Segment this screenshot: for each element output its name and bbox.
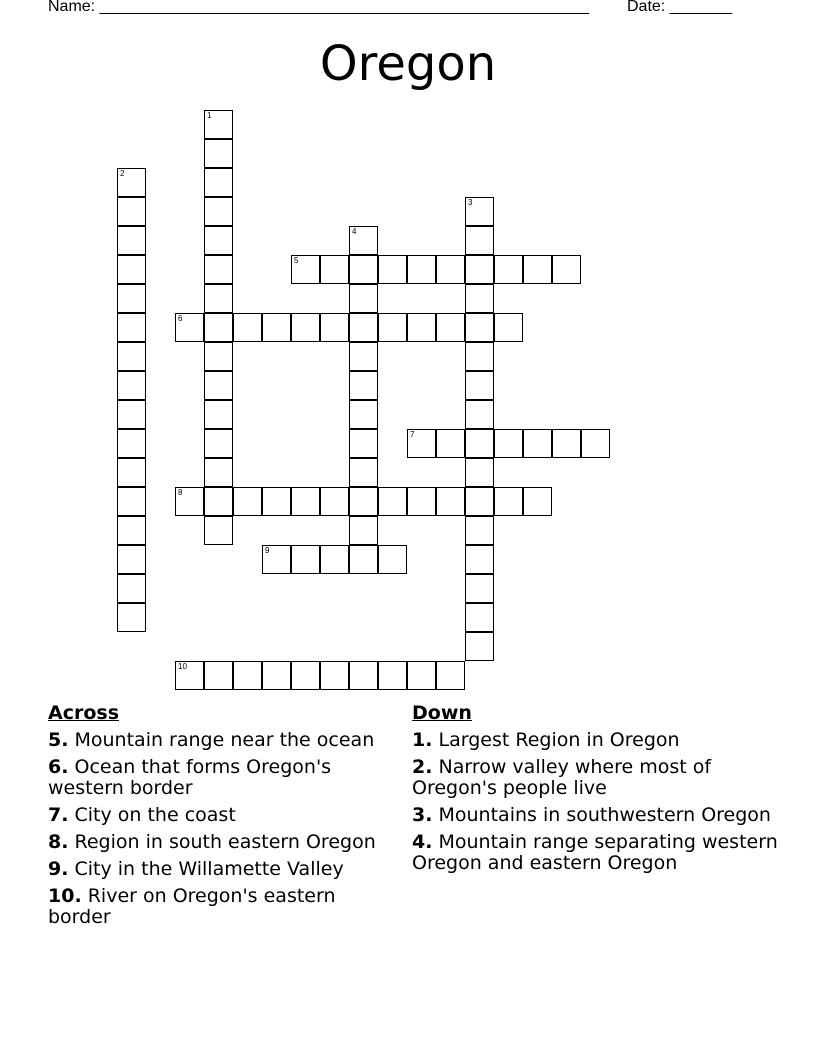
crossword-cell (523, 429, 552, 458)
crossword-cell (349, 516, 378, 545)
crossword-cell (581, 429, 610, 458)
crossword-cell (407, 313, 436, 342)
crossword-cell (204, 429, 233, 458)
crossword-cell (117, 429, 146, 458)
crossword-cell (407, 429, 436, 458)
crossword-cell (291, 545, 320, 574)
crossword-cell (117, 603, 146, 632)
crossword-cell (117, 516, 146, 545)
crossword-cell (465, 603, 494, 632)
clue-text: City on the coast (74, 804, 236, 826)
page-title: Oregon (319, 36, 497, 92)
clue-down (412, 757, 782, 799)
crossword-cell (465, 313, 494, 342)
crossword-cell (320, 661, 349, 690)
clue-number: 2. (412, 756, 433, 778)
crossword-cell (117, 574, 146, 603)
clue-number: 10. (48, 885, 82, 907)
crossword-cell (117, 458, 146, 487)
name-field: Name: _______________________________________________________ (48, 0, 589, 15)
crossword-cell (117, 168, 146, 197)
crossword-cell (523, 255, 552, 284)
crossword-cell (117, 487, 146, 516)
crossword-cell (465, 226, 494, 255)
clue-across (48, 886, 398, 928)
clue-text: City in the Willamette Valley (74, 858, 344, 880)
crossword-cell (291, 313, 320, 342)
crossword-cell (320, 487, 349, 516)
date-field: Date: _______ (627, 0, 732, 15)
crossword-cell (204, 516, 233, 545)
across-heading: Across (48, 702, 120, 724)
cell-number: 10 (178, 662, 187, 671)
crossword-cell (175, 487, 204, 516)
crossword-cell (204, 168, 233, 197)
cell-number: 1 (207, 111, 212, 120)
crossword-cell (175, 313, 204, 342)
crossword-cell (204, 226, 233, 255)
crossword-cell (320, 255, 349, 284)
crossword-cell (204, 313, 233, 342)
crossword-cell (465, 342, 494, 371)
cell-number: 6 (178, 314, 183, 323)
crossword-cell (465, 255, 494, 284)
crossword-cell (117, 226, 146, 255)
crossword-cell (465, 400, 494, 429)
clue-down (412, 805, 782, 826)
clue-text: Mountain range near the ocean (74, 729, 375, 751)
crossword-cell (233, 487, 262, 516)
clue-across (48, 805, 398, 826)
crossword-cell (117, 255, 146, 284)
crossword-cell (494, 313, 523, 342)
crossword-cell (291, 255, 320, 284)
crossword-cell (465, 197, 494, 226)
crossword-cell (262, 545, 291, 574)
crossword-cell (465, 371, 494, 400)
cell-number: 2 (120, 169, 125, 178)
crossword-cell (349, 400, 378, 429)
crossword-cell (204, 487, 233, 516)
crossword-cell (204, 197, 233, 226)
crossword-cell (436, 313, 465, 342)
crossword-cell (349, 284, 378, 313)
crossword-cell (378, 661, 407, 690)
crossword-cell (117, 284, 146, 313)
cell-number: 7 (410, 430, 415, 439)
crossword-cell (117, 342, 146, 371)
clue-text: River on Oregon's eastern border (48, 885, 336, 928)
clue-text: Mountain range separating western Oregon and eastern Oregon (412, 831, 778, 874)
crossword-cell (378, 545, 407, 574)
crossword-cell (349, 255, 378, 284)
crossword-cell (204, 371, 233, 400)
cell-number: 8 (178, 488, 183, 497)
crossword-cell (233, 313, 262, 342)
crossword-cell (117, 545, 146, 574)
crossword-cell (407, 487, 436, 516)
clue-number: 1. (412, 729, 433, 751)
crossword-cell (262, 661, 291, 690)
crossword-cell (233, 661, 262, 690)
crossword-cell (378, 487, 407, 516)
crossword-cell (552, 429, 581, 458)
crossword-cell (349, 661, 378, 690)
crossword-cell (523, 487, 552, 516)
down-heading: Down (412, 702, 472, 724)
crossword-cell (349, 458, 378, 487)
crossword-cell (494, 487, 523, 516)
crossword-cell (349, 545, 378, 574)
crossword-cell (204, 458, 233, 487)
crossword-cell (436, 661, 465, 690)
crossword-cell (175, 661, 204, 690)
crossword-cell (465, 458, 494, 487)
down-clues (412, 702, 782, 880)
crossword-cell (291, 661, 320, 690)
crossword-cell (465, 545, 494, 574)
clue-text: Largest Region in Oregon (438, 729, 680, 751)
clue-down (412, 832, 782, 874)
crossword-cell (204, 255, 233, 284)
crossword-cell (465, 284, 494, 313)
clue-number: 8. (48, 831, 69, 853)
clue-number: 5. (48, 729, 69, 751)
crossword-cell (262, 313, 291, 342)
crossword-cell (436, 429, 465, 458)
crossword-cell (436, 255, 465, 284)
crossword-cell (291, 487, 320, 516)
crossword-cell (465, 574, 494, 603)
crossword-cell (349, 226, 378, 255)
clue-across (48, 859, 398, 880)
crossword-cell (117, 371, 146, 400)
clue-number: 4. (412, 831, 433, 853)
clue-text: Ocean that forms Oregon's western border (48, 756, 332, 799)
clue-down (412, 730, 782, 751)
crossword-cell (204, 284, 233, 313)
cell-number: 4 (352, 227, 357, 236)
crossword-cell (117, 400, 146, 429)
crossword-cell (320, 545, 349, 574)
crossword-cell (262, 487, 291, 516)
crossword-cell (407, 255, 436, 284)
crossword-cell (117, 197, 146, 226)
clue-number: 9. (48, 858, 69, 880)
crossword-cell (204, 139, 233, 168)
clue-number: 3. (412, 804, 433, 826)
crossword-cell (349, 487, 378, 516)
across-clues (48, 702, 398, 934)
crossword-cell (349, 342, 378, 371)
crossword-cell (349, 429, 378, 458)
crossword-cell (465, 429, 494, 458)
crossword-cell (204, 661, 233, 690)
crossword-cell (204, 400, 233, 429)
crossword-cell (465, 487, 494, 516)
crossword-cell (117, 313, 146, 342)
crossword-cell (465, 516, 494, 545)
crossword-cell (204, 110, 233, 139)
cell-number: 9 (265, 546, 270, 555)
crossword-cell (320, 313, 349, 342)
crossword-cell (349, 371, 378, 400)
crossword-cell (378, 255, 407, 284)
crossword-cell (349, 313, 378, 342)
clue-number: 6. (48, 756, 69, 778)
cell-number: 5 (294, 256, 299, 265)
crossword-cell (378, 313, 407, 342)
crossword-cell (436, 487, 465, 516)
crossword-cell (552, 255, 581, 284)
crossword-cell (494, 429, 523, 458)
clue-across (48, 832, 398, 853)
clue-text: Narrow valley where most of Oregon's people live (412, 756, 712, 799)
clue-text: Mountains in southwestern Oregon (438, 804, 771, 826)
crossword-cell (465, 632, 494, 661)
clue-across (48, 757, 398, 799)
clue-number: 7. (48, 804, 69, 826)
clue-across (48, 730, 398, 751)
crossword-cell (494, 255, 523, 284)
cell-number: 3 (468, 198, 473, 207)
crossword-cell (407, 661, 436, 690)
crossword-cell (204, 342, 233, 371)
clue-text: Region in south eastern Oregon (74, 831, 376, 853)
